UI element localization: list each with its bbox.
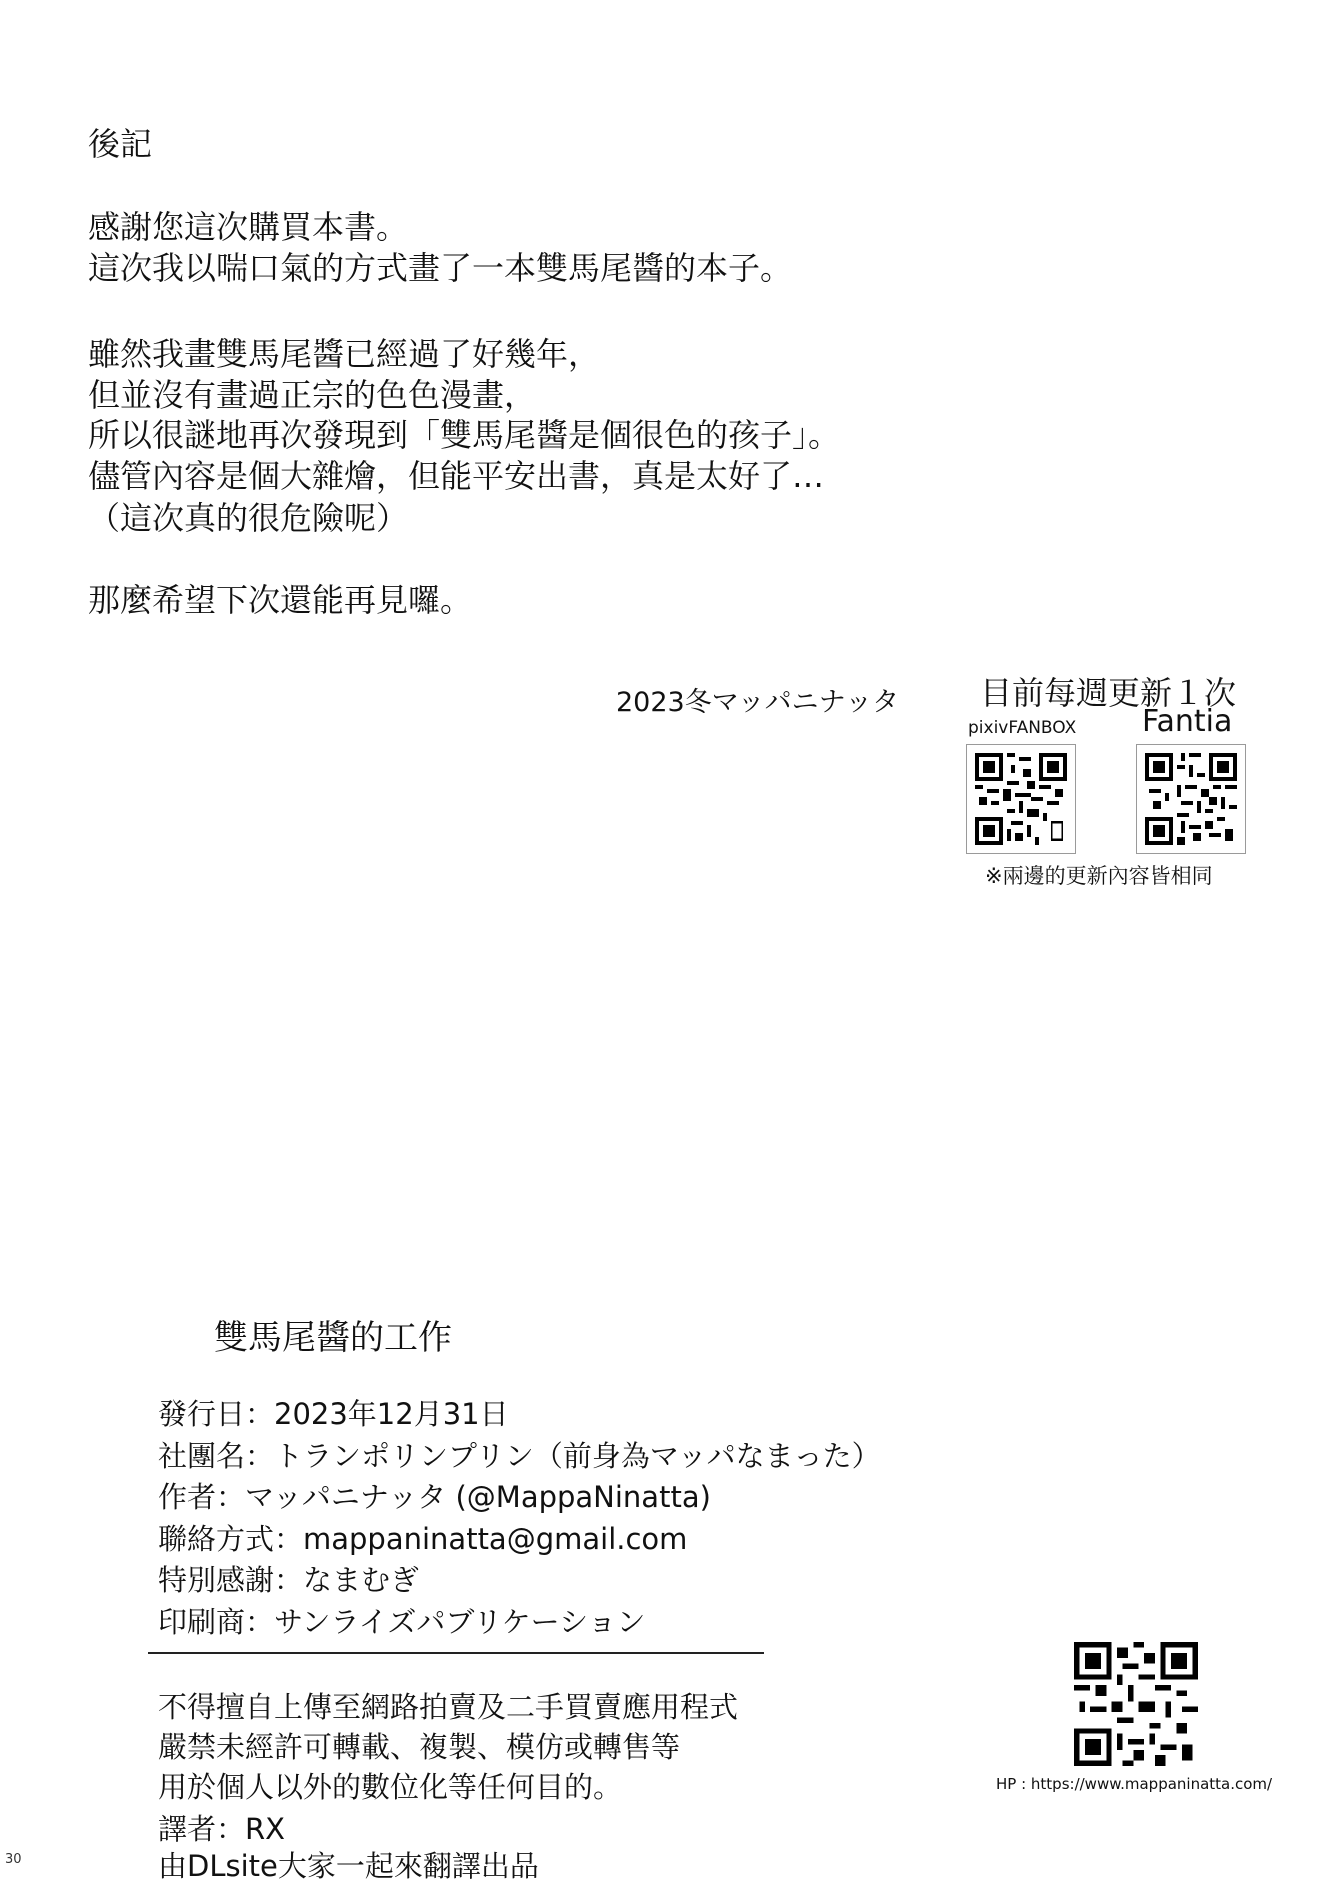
fantia-label: Fantia — [1142, 704, 1233, 739]
notice-line: 不得擅自上傳至網路拍賣及二手買賣應用程式 — [158, 1690, 739, 1724]
circle-name: 社團名：トランポリンプリン（前身為マッパなまった） — [158, 1439, 881, 1473]
afterword-line: （這次真的很危險呢） — [88, 499, 409, 537]
notice-line: 嚴禁未經許可轉載、複製、模仿或轉售等 — [158, 1730, 681, 1764]
homepage-url[interactable]: HP : https://www.mappaninatta.com/ — [996, 1775, 1273, 1793]
afterword-line: 感謝您這次購買本書。 — [88, 208, 409, 246]
printer: 印刷商：サンライズパブリケーション — [158, 1605, 646, 1639]
author: 作者：マッパニナッタ (@MappaNinatta) — [158, 1480, 711, 1514]
afterword-line: 那麼希望下次還能再見囉。 — [88, 581, 473, 619]
colophon-divider — [148, 1652, 764, 1654]
homepage-qr-code[interactable] — [1074, 1642, 1198, 1766]
afterword-line: 但並沒有畫過正宗的色色漫畫， — [88, 376, 537, 414]
notice-line: 用於個人以外的數位化等任何目的。 — [158, 1770, 623, 1804]
release-date: 發行日：2023年12月31日 — [158, 1397, 509, 1431]
afterword-title: 後記 — [88, 125, 153, 163]
translator: 譯者：RX — [158, 1812, 286, 1846]
afterword-line: 儘管內容是個大雜燴，但能平安出書，真是太好了… — [88, 457, 825, 495]
update-frequency-heading: 目前每週更新１次 — [980, 674, 1237, 712]
afterword-line: 雖然我畫雙馬尾醬已經過了好幾年， — [88, 335, 601, 373]
author-signature: 2023冬マッパニナッタ — [616, 687, 900, 718]
translation-credit: 由DLsite大家一起來翻譯出品 — [158, 1849, 539, 1883]
book-title: 雙馬尾醬的工作 — [214, 1318, 452, 1358]
fanbox-qr-code[interactable] — [966, 744, 1076, 854]
special-thanks: 特別感謝：なまむぎ — [158, 1563, 420, 1597]
page-number: 30 — [5, 1852, 22, 1867]
fantia-qr-code[interactable] — [1136, 744, 1246, 854]
contact: 聯絡方式：mappaninatta@gmail.com — [158, 1522, 688, 1556]
fantia-qr-image — [1145, 753, 1237, 845]
update-note: ※兩邊的更新內容皆相同 — [985, 864, 1213, 888]
afterword-line: 所以很謎地再次發現到「雙馬尾醬是個很色的孩子」。 — [88, 416, 841, 454]
homepage-qr-image — [1074, 1642, 1198, 1766]
fanbox-qr-image — [975, 753, 1067, 845]
afterword-line: 這次我以喘口氣的方式畫了一本雙馬尾醬的本子。 — [88, 249, 793, 287]
fanbox-label: pixivFANBOX — [968, 718, 1077, 738]
